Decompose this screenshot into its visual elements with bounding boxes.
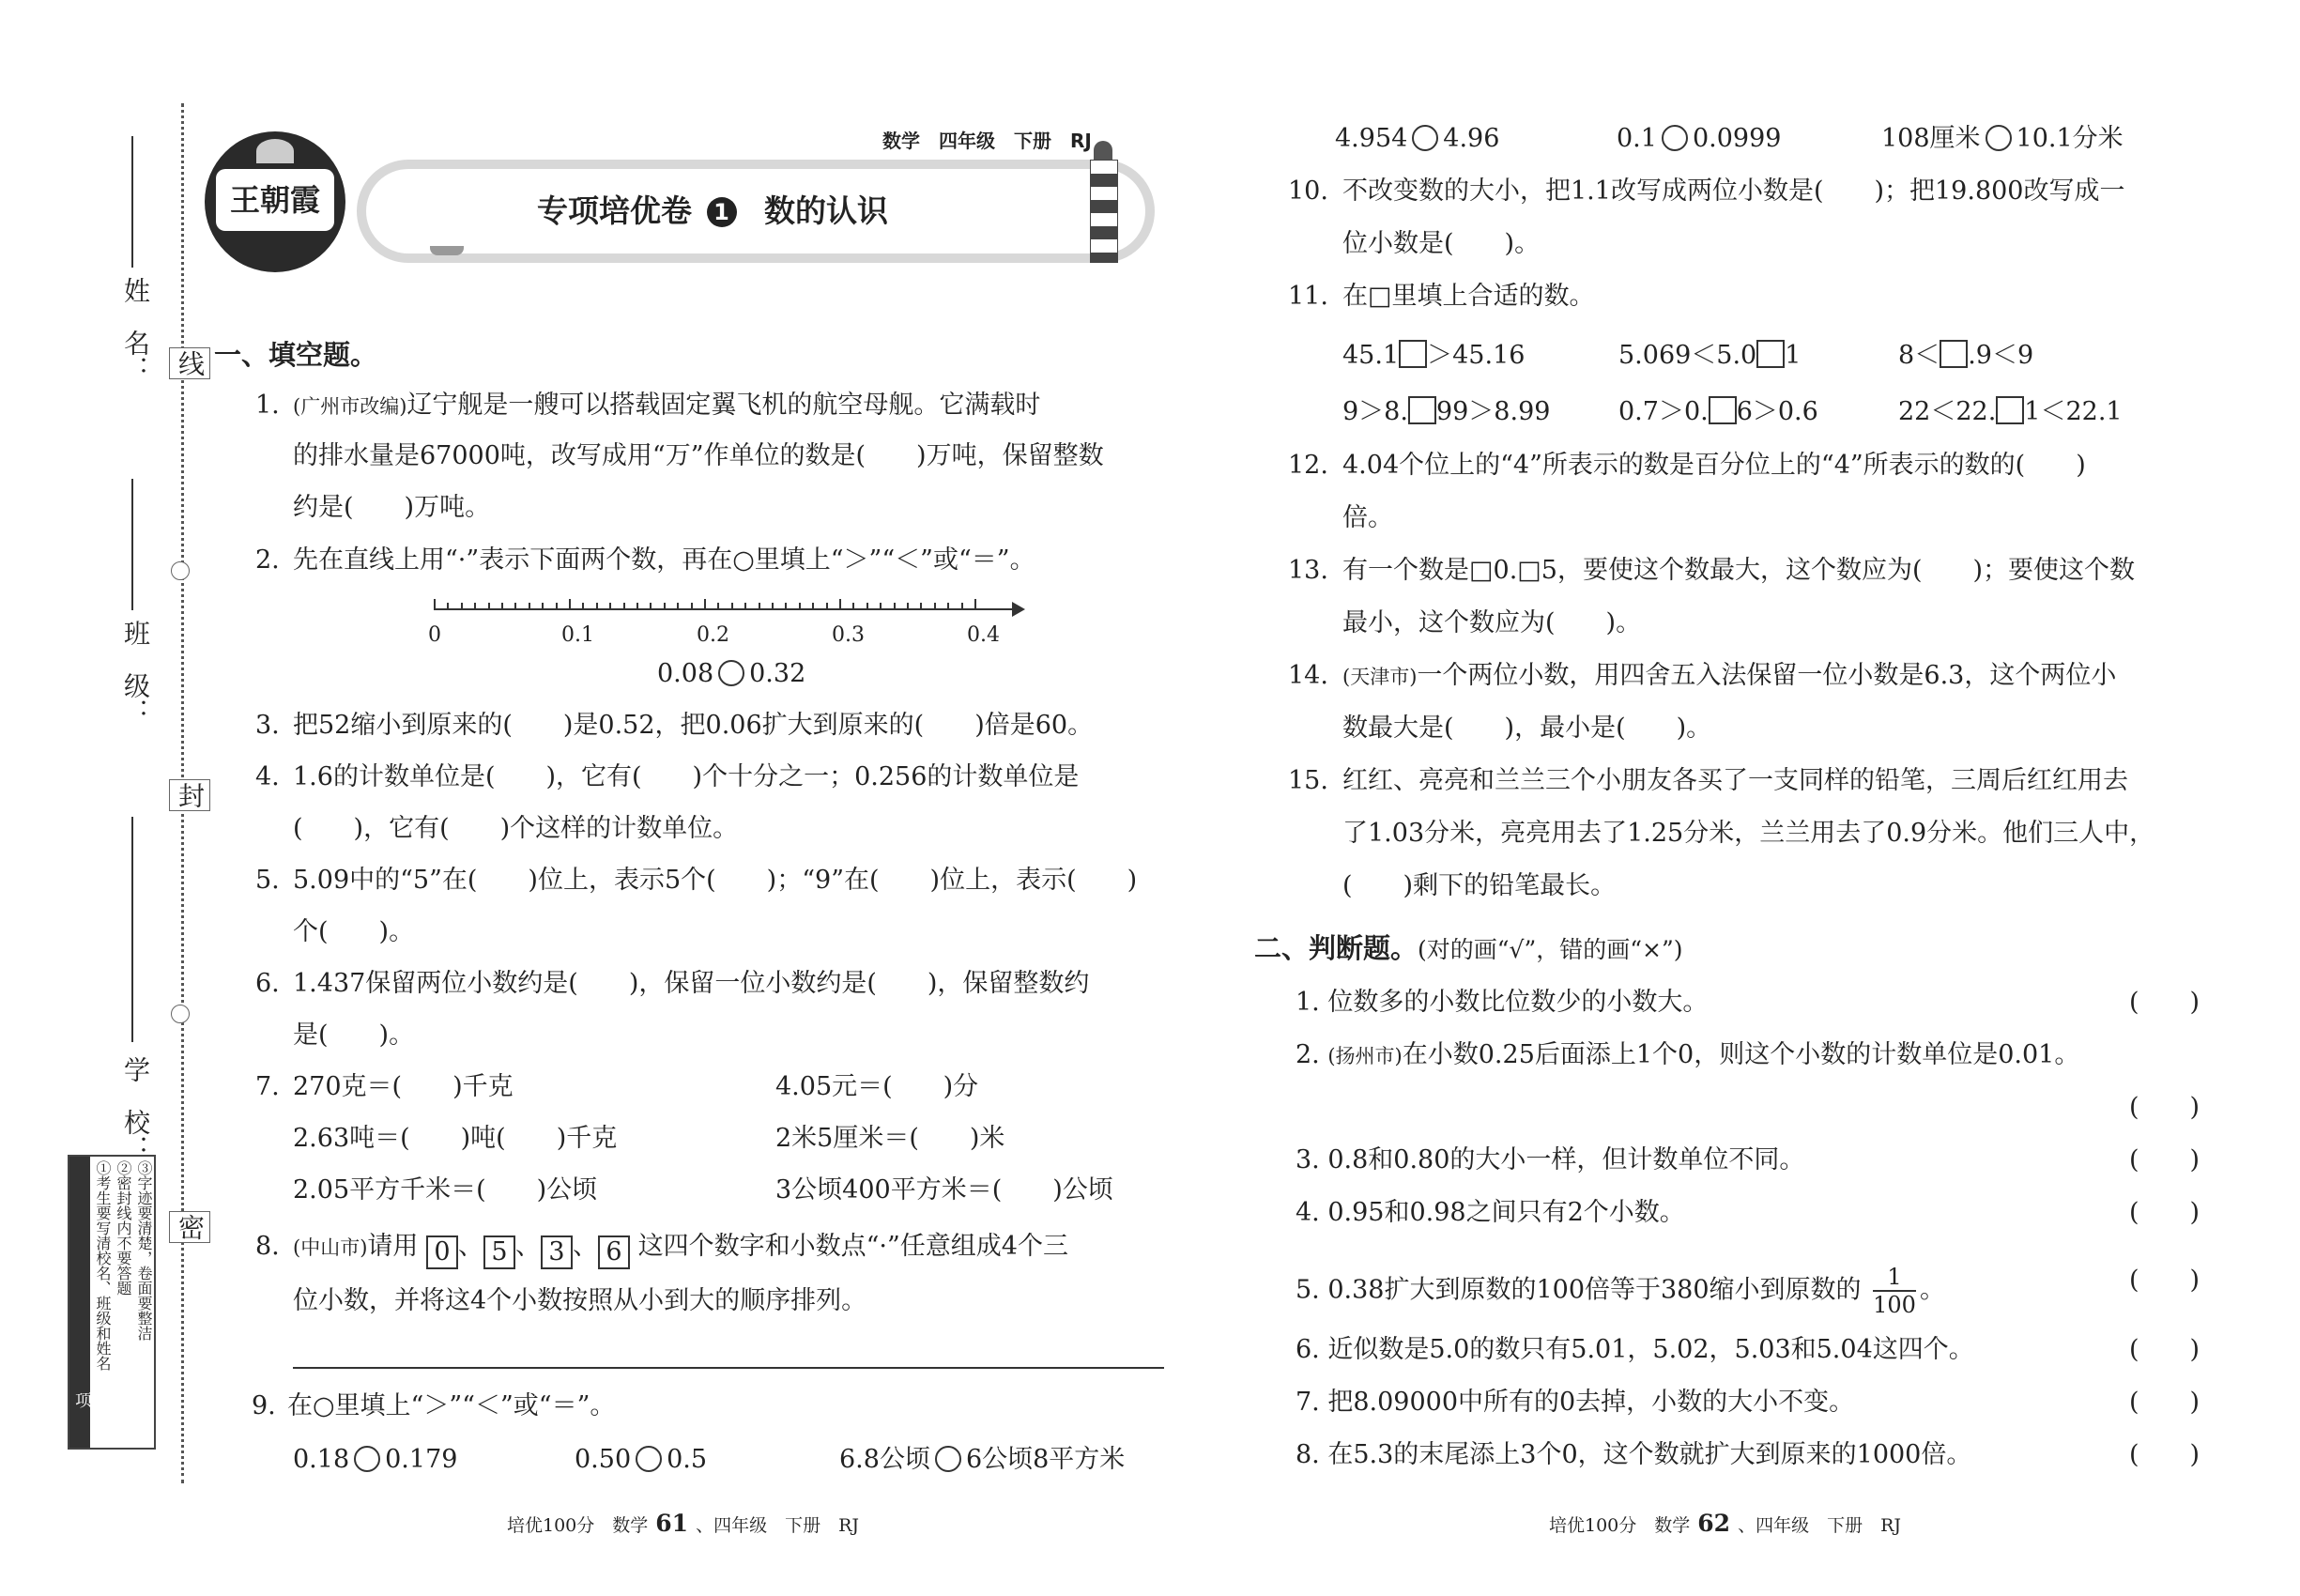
number-line-tick <box>542 603 544 609</box>
q8-line-1: (中山市)请用 0 、 5 、 3 、 6 这四个数字和小数点“·”任意组成4个三 <box>293 1234 1068 1269</box>
brand-logo <box>205 131 345 272</box>
judge-3: 3. 0.8和0.80的大小一样，但计数单位不同。 <box>1296 1145 1805 1174</box>
q7-item-c: 2.63吨＝( )吨( )千克 <box>293 1124 618 1153</box>
class-field[interactable] <box>131 479 133 610</box>
q2-line-1: 先在直线上用“·”表示下面两个数，再在○里填上“＞”“＜”或“＝”。 <box>293 545 1035 575</box>
seal-icon-1 <box>171 561 190 580</box>
q11-line: 在□里填上合适的数。 <box>1342 282 1595 311</box>
number-line-tick <box>852 603 854 609</box>
lighthouse-icon <box>1084 141 1122 263</box>
number-line-arrow <box>1012 602 1025 617</box>
judge-4-answer[interactable]: ( ) <box>2129 1198 2200 1227</box>
number-line-tick <box>894 603 896 609</box>
number-line-tick <box>623 603 625 609</box>
q8-line-2: 位小数，并将这4个小数按照从小到大的顺序排列。 <box>293 1286 867 1315</box>
seal-mark-3: 密 <box>169 1211 210 1243</box>
brand-name: 王朝霞 <box>229 182 320 218</box>
number-line-tick <box>866 603 868 609</box>
q10-line-1: 不改变数的大小，把1.1改写成两位小数是( )；把19.800改写成一 <box>1342 176 2125 206</box>
compare-circle[interactable] <box>935 1446 961 1472</box>
school-label: 学 校： <box>120 1056 151 1161</box>
q7-number: 7. <box>255 1072 280 1101</box>
q6-line-2: 是( )。 <box>293 1021 415 1050</box>
number-line-tick <box>826 603 828 609</box>
q1-line-1: (广州市改编)辽宁舰是一艘可以搭载固定翼飞机的航空母舰。它满载时 <box>293 391 1041 420</box>
number-line-tick <box>744 603 746 609</box>
seal-icon-2 <box>171 1005 190 1023</box>
number-line-tick <box>799 603 801 609</box>
number-line-axis <box>434 608 1016 610</box>
section-2-heading: 二、判断题。(对的画“√”，错的画“×”) <box>1254 932 1683 964</box>
q1-number: 1. <box>255 391 280 420</box>
q11-number: 11. <box>1288 282 1328 311</box>
number-line[interactable] <box>428 608 1025 647</box>
number-line-tick <box>717 603 719 609</box>
q14-line-1: (天津市)一个两位小数，用四舍五入法保留一位小数是6.3，这个两位小 <box>1342 661 2117 690</box>
fill-box[interactable] <box>1399 340 1427 368</box>
fill-box[interactable] <box>1709 396 1737 424</box>
q11-item-c: 8＜ .9＜9 <box>1898 341 2034 370</box>
judge-7-answer[interactable]: ( ) <box>2129 1388 2200 1417</box>
number-line-tick <box>609 603 611 609</box>
q15-line-1: 红红、亮亮和兰兰三个小朋友各买了一支同样的铅笔，三周后红红用去 <box>1342 766 2128 795</box>
class-label: 班 级： <box>120 620 151 725</box>
q14-number: 14. <box>1288 661 1328 690</box>
compare-circle[interactable] <box>1662 125 1688 151</box>
judge-6-answer[interactable]: ( ) <box>2129 1335 2200 1364</box>
number-line-tick <box>880 603 882 609</box>
number-line-tick <box>772 603 774 609</box>
compare-circle[interactable] <box>636 1446 662 1472</box>
school-field[interactable] <box>131 817 133 1042</box>
number-line-tick <box>677 603 679 609</box>
number-line-tick <box>934 603 936 609</box>
q14-line-2: 数最大是( )，最小是( )。 <box>1342 714 1712 743</box>
footer-left-page: 培优100分 数学 61 、四年级 下册 RJ <box>507 1510 860 1537</box>
notice-box <box>68 1155 156 1450</box>
number-line-tick <box>636 603 638 609</box>
number-line-tick <box>974 599 976 610</box>
q4-line-2: ( )，它有( )个这样的计数单位。 <box>293 814 739 843</box>
fill-box[interactable] <box>1756 340 1785 368</box>
number-line-tick <box>501 603 503 609</box>
q11-item-d: 9＞8. 99＞8.99 <box>1342 397 1551 426</box>
judge-3-answer[interactable]: ( ) <box>2129 1145 2200 1174</box>
digit-card-5: 5 <box>483 1235 515 1269</box>
notice-item-1: ①考生要写清校名、班级和姓名 <box>94 1160 112 1371</box>
q9-compare-f: 108厘米 10.1分米 <box>1881 124 2124 153</box>
footer-right-page: 培优100分 数学 62 、四年级 下册 RJ <box>1549 1510 1902 1537</box>
fill-box[interactable] <box>1940 340 1968 368</box>
q9-compare-a: 0.18 0.179 <box>293 1445 458 1474</box>
judge-5: 5. 0.38扩大到原数的100倍等于380缩小到原数的 $\frac{1}{100}$ 。 <box>1296 1264 1945 1318</box>
q9-compare-b: 0.50 0.5 <box>575 1445 708 1474</box>
paper-title: 专项培优卷 1 数的认识 <box>537 192 888 229</box>
q9-compare-e: 0.1 0.0999 <box>1617 124 1782 153</box>
q7-item-e: 2.05平方千米＝( )公顷 <box>293 1175 598 1205</box>
q9-number: 9. <box>252 1391 276 1420</box>
number-line-tick <box>569 599 571 610</box>
q4-line-1: 1.6的计数单位是( )，它有( )个十分之一；0.256的计数单位是 <box>293 762 1080 791</box>
q13-number: 13. <box>1288 556 1328 585</box>
q13-line-2: 最小，这个数应为( )。 <box>1342 608 1642 637</box>
header-tags: 数学 四年级 下册 RJ <box>882 130 1092 152</box>
digit-card-3: 3 <box>541 1235 573 1269</box>
q11-item-f: 22＜22. 1＜22.1 <box>1898 397 2123 426</box>
number-line-tick <box>961 603 963 609</box>
number-line-tick <box>447 603 449 609</box>
q5-line-2: 个( )。 <box>293 917 415 946</box>
judge-4: 4. 0.95和0.98之间只有2个小数。 <box>1296 1198 1685 1227</box>
tick-label-4: 0.4 <box>967 623 1000 647</box>
q7-item-d: 2米5厘米＝( )米 <box>775 1124 1005 1153</box>
number-line-tick <box>514 603 516 609</box>
tick-label-2: 0.2 <box>697 623 729 647</box>
number-line-tick <box>759 603 760 609</box>
q11-item-a: 45.1 ＞45.16 <box>1342 341 1526 370</box>
q15-number: 15. <box>1288 766 1328 795</box>
tick-label-0: 0 <box>428 623 441 647</box>
q13-line-1: 有一个数是□0.□5，要使这个数最大，这个数应为( )；要使这个数 <box>1342 556 2136 585</box>
number-line-tick <box>474 603 476 609</box>
q8-number: 8. <box>255 1232 280 1261</box>
number-line-tick <box>529 603 530 609</box>
q11-item-e: 0.7＞0. 6＞0.6 <box>1618 397 1818 426</box>
q10-number: 10. <box>1288 176 1328 206</box>
q11-item-b: 5.069＜5.0 1 <box>1618 341 1802 370</box>
judge-2: 2. (扬州市)在小数0.25后面添上1个0，则这个小数的计数单位是0.01。 <box>1296 1040 2080 1069</box>
q6-line-1: 1.437保留两位小数约是( )，保留一位小数约是( )，保留整数约 <box>293 969 1090 998</box>
compare-circle[interactable] <box>1986 125 2012 151</box>
number-line-tick <box>785 603 787 609</box>
ship-icon <box>430 246 464 255</box>
brand-inner <box>216 169 334 231</box>
number-line-tick <box>691 603 693 609</box>
q15-line-2: 了1.03分米，亮亮用去了1.25分米，兰兰用去了0.9分米。他们三人中， <box>1342 819 2155 848</box>
q4-number: 4. <box>255 762 280 791</box>
judge-1-answer[interactable]: ( ) <box>2129 988 2200 1017</box>
title-number-badge: 1 <box>707 197 737 227</box>
name-label: 姓 名： <box>120 277 151 382</box>
q6-number: 6. <box>255 969 280 998</box>
judge-7: 7. 把8.09000中所有的0去掉，小数的大小不变。 <box>1296 1388 1855 1417</box>
judge-6: 6. 近似数是5.0的数只有5.01，5.02，5.03和5.04这四个。 <box>1296 1335 1974 1364</box>
q5-line-1: 5.09中的“5”在( )位上，表示5个( )；“9”在( )位上，表示( ) <box>293 866 1138 895</box>
compare-circle[interactable] <box>1412 125 1438 151</box>
page-number: 62 <box>1697 1510 1731 1537</box>
q7-item-b: 4.05元＝( )分 <box>775 1072 979 1101</box>
number-line-tick <box>907 603 909 609</box>
number-line-tick <box>920 603 922 609</box>
q2-compare: 0.08 0.32 <box>657 659 806 688</box>
judge-8: 8. 在5.3的末尾添上3个0，这个数就扩大到原来的1000倍。 <box>1296 1440 1972 1469</box>
crown-icon <box>256 139 294 163</box>
q8-answer-line[interactable] <box>293 1367 1164 1369</box>
q12-line-2: 倍。 <box>1342 503 1393 532</box>
q7-item-a: 270克＝( )千克 <box>293 1072 514 1101</box>
number-line-tick <box>839 599 841 610</box>
tick-label-3: 0.3 <box>832 623 865 647</box>
q9-compare-c: 6.8公顷 6公顷8平方米 <box>839 1445 1126 1474</box>
seal-mark-1: 线 <box>169 347 210 379</box>
fill-box[interactable] <box>1996 396 2024 424</box>
number-line-tick <box>596 603 598 609</box>
judge-2-answer[interactable]: ( ) <box>2129 1093 2200 1122</box>
section-1-heading: 一、填空题。 <box>214 339 378 371</box>
name-field[interactable] <box>131 136 133 268</box>
q10-line-2: 位小数是( )。 <box>1342 229 1541 258</box>
notice-title: 注意事项 <box>69 1157 90 1448</box>
compare-circle[interactable] <box>718 660 744 686</box>
number-line-tick <box>488 603 490 609</box>
q15-line-3: ( )剩下的铅笔最长。 <box>1342 871 1617 900</box>
seal-mark-2: 封 <box>169 779 210 811</box>
q1-line-3: 约是( )万吨。 <box>293 493 491 522</box>
compare-circle[interactable] <box>354 1446 380 1472</box>
q2-number: 2. <box>255 545 280 575</box>
notice-item-3: ③字迹要清楚，卷面要整洁 <box>135 1160 153 1341</box>
fraction: $\frac{1}{100}$ <box>1873 1264 1916 1318</box>
digit-card-6: 6 <box>598 1235 630 1269</box>
number-line-tick <box>947 603 949 609</box>
q7-item-f: 3公顷400平方米＝( )公顷 <box>775 1175 1113 1205</box>
number-line-tick <box>434 599 436 610</box>
number-line-tick <box>461 603 463 609</box>
number-line-tick <box>582 603 584 609</box>
notice-item-2: ②密封线内不要答题 <box>115 1160 132 1296</box>
number-line-tick <box>664 603 666 609</box>
page-number: 61 <box>655 1510 689 1537</box>
digit-card-0: 0 <box>426 1235 458 1269</box>
q12-line-1: 4.04个位上的“4”所表示的数是百分位上的“4”所表示的数的( ) <box>1342 451 2086 480</box>
q9-compare-d: 4.954 4.96 <box>1335 124 1500 153</box>
number-line-tick <box>812 603 814 609</box>
number-line-tick <box>704 599 706 610</box>
q3-number: 3. <box>255 711 280 740</box>
number-line-tick <box>650 603 652 609</box>
q12-number: 12. <box>1288 451 1328 480</box>
number-line-tick <box>731 603 733 609</box>
q3-line: 把52缩小到原来的( )是0.52，把0.06扩大到原来的( )倍是60。 <box>293 711 1094 740</box>
judge-1: 1. 位数多的小数比位数少的小数大。 <box>1296 988 1709 1017</box>
judge-8-answer[interactable]: ( ) <box>2129 1440 2200 1469</box>
number-line-tick <box>556 603 558 609</box>
fill-box[interactable] <box>1408 396 1436 424</box>
q1-line-2: 的排水量是67000吨，改写成用“万”作单位的数是( )万吨，保留整数 <box>293 441 1104 470</box>
tick-label-1: 0.1 <box>561 623 594 647</box>
q5-number: 5. <box>255 866 280 895</box>
judge-5-answer[interactable]: ( ) <box>2129 1266 2200 1295</box>
q9-line: 在○里填上“＞”“＜”或“＝”。 <box>287 1391 616 1420</box>
